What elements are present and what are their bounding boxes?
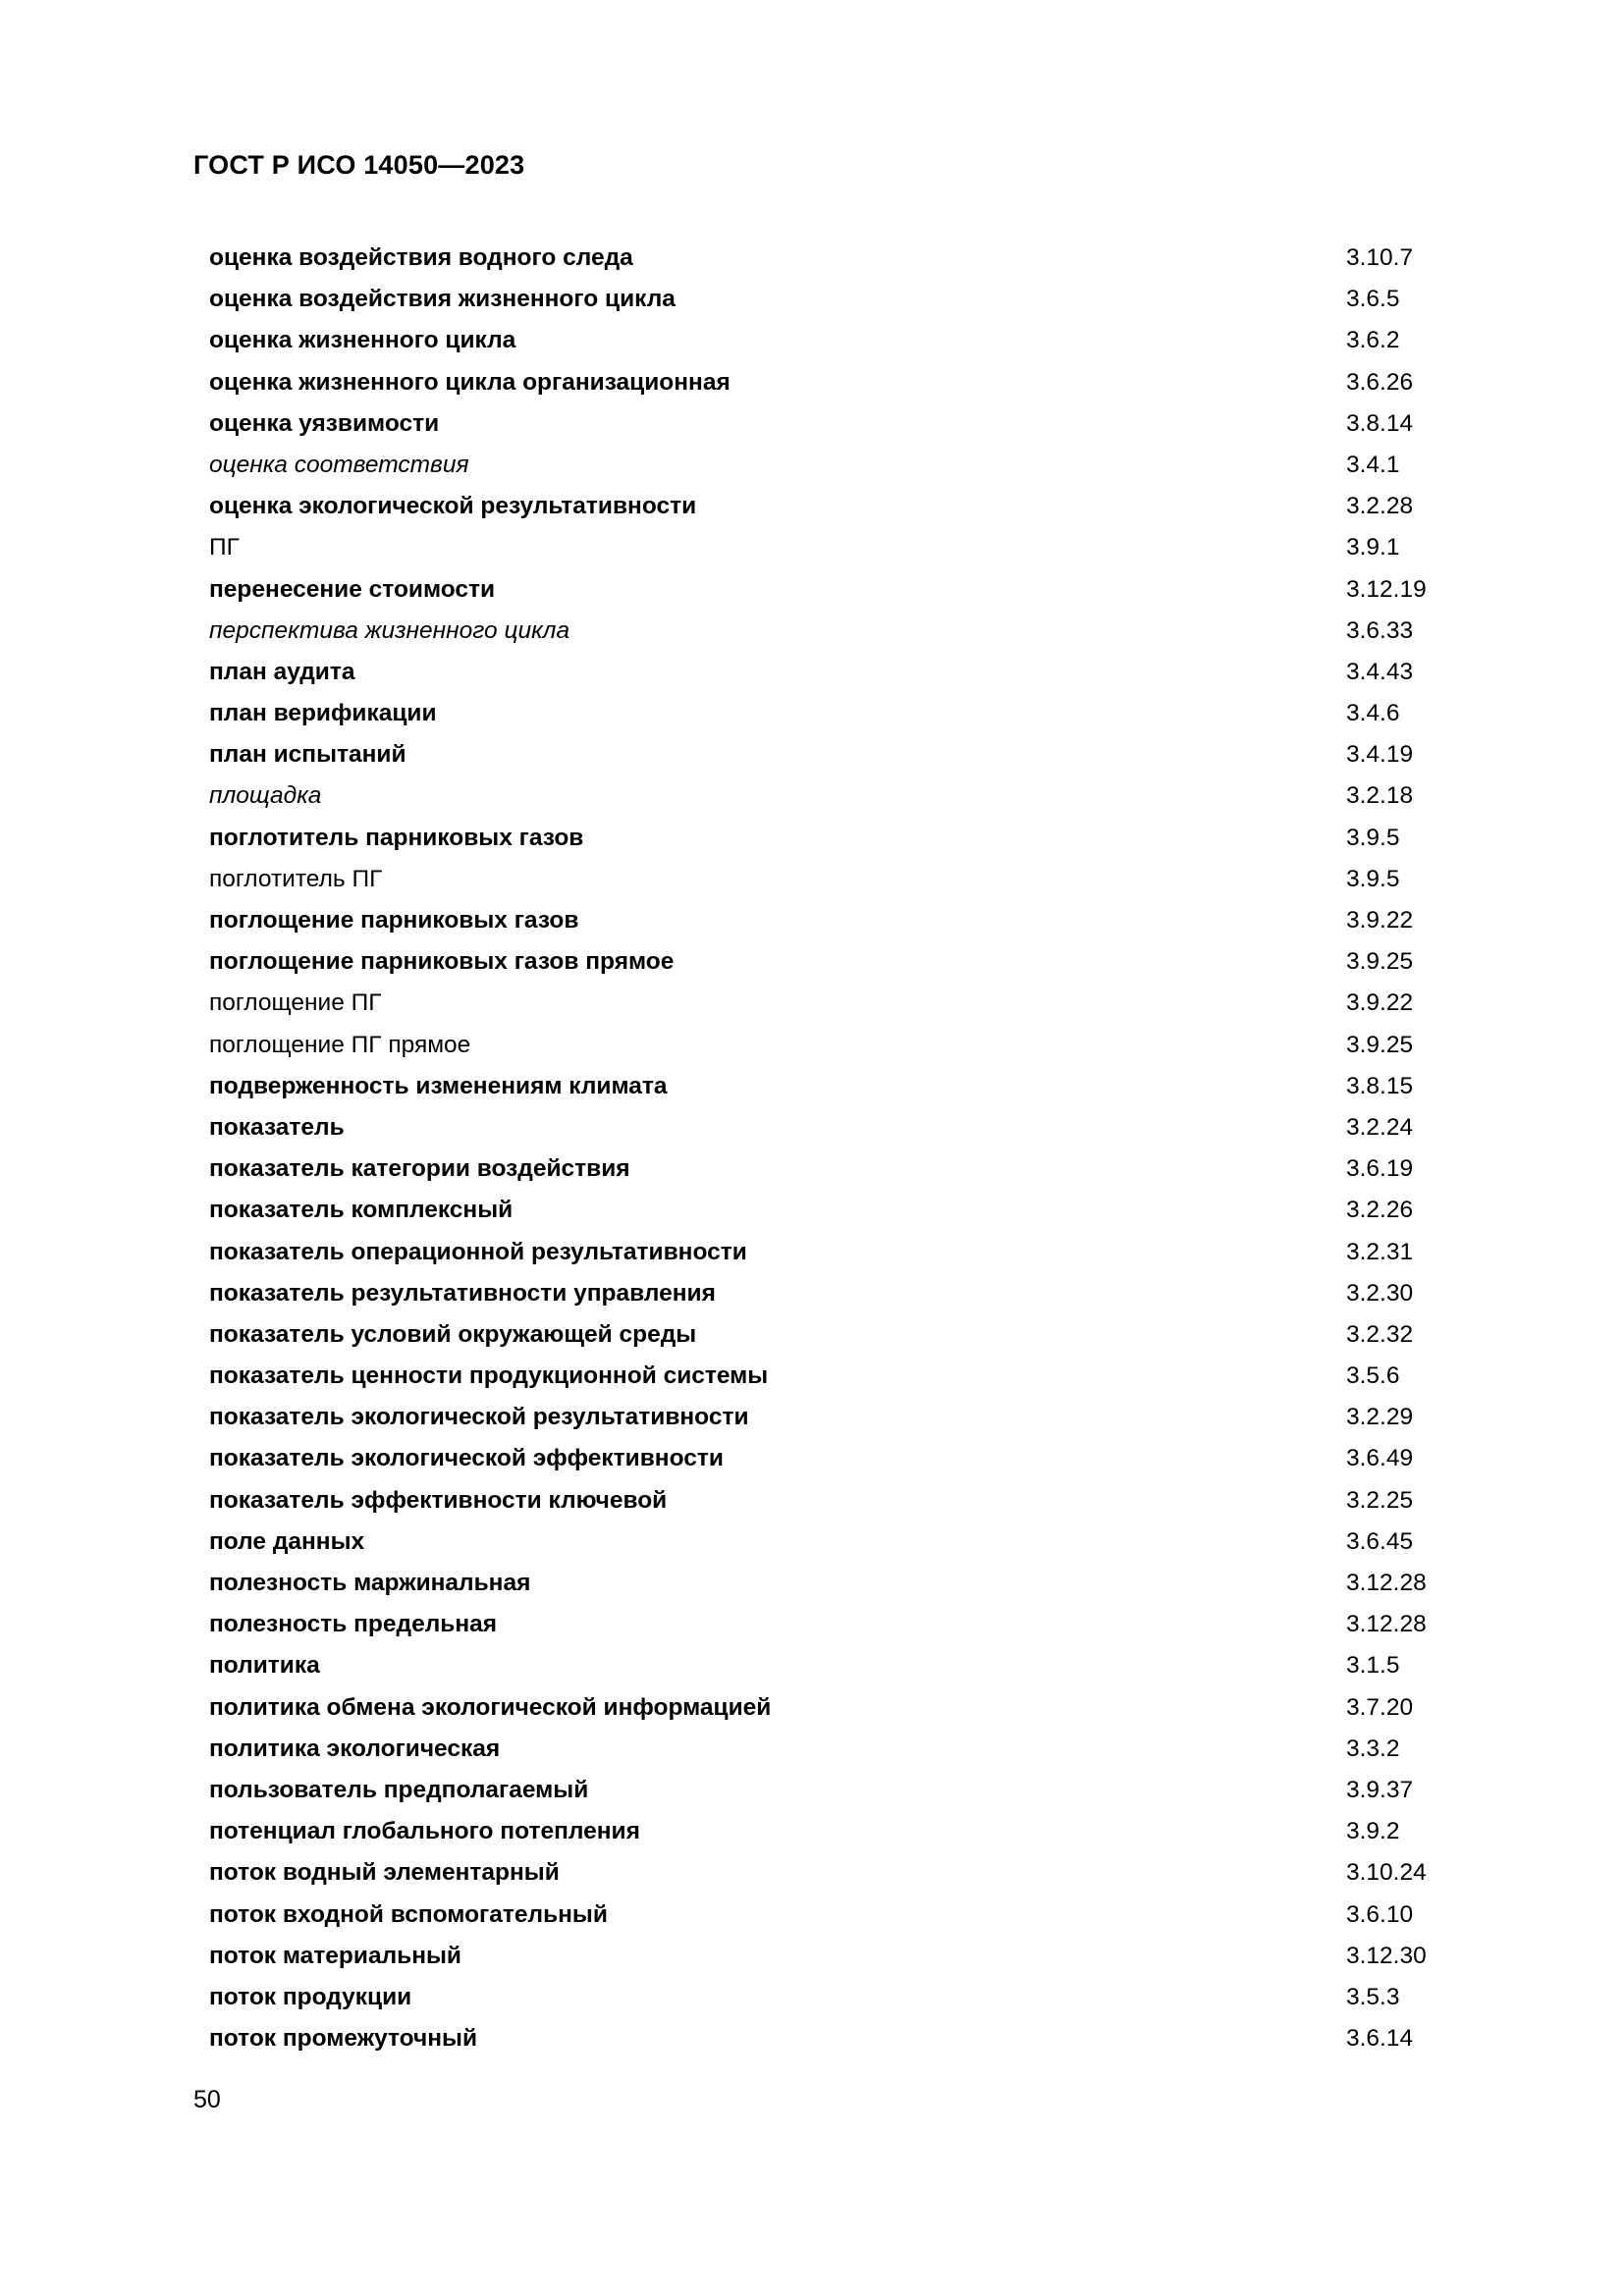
- index-ref: 3.6.19: [1346, 1155, 1414, 1183]
- index-ref: 3.4.19: [1346, 741, 1414, 769]
- index-ref: 3.9.1: [1346, 534, 1400, 561]
- index-entry: [209, 859, 1486, 900]
- index-term: показатель комплексный: [209, 1197, 514, 1224]
- index-entry: [209, 362, 1486, 403]
- index-term: план аудита: [209, 658, 355, 685]
- index-term: подверженность изменениям климата: [209, 1072, 668, 1099]
- index-term: оценка жизненного цикла: [209, 327, 516, 354]
- index-entry: [209, 1895, 1486, 1936]
- index-entry: [209, 569, 1486, 611]
- index-term: поток входной вспомогательный: [209, 1900, 608, 1928]
- index-term: поток промежуточный: [209, 2025, 478, 2053]
- index-ref: 3.12.30: [1346, 1942, 1427, 1969]
- index-ref: 3.8.14: [1346, 409, 1414, 437]
- index-ref: 3.10.7: [1346, 244, 1414, 271]
- index-ref: 3.2.18: [1346, 782, 1414, 810]
- index-term: показатель экологической результативности: [209, 1404, 749, 1431]
- index-entry: [209, 1936, 1486, 1977]
- index-ref: 3.2.32: [1346, 1320, 1414, 1348]
- index-entry: [209, 527, 1486, 568]
- index-term: полезность предельная: [209, 1611, 498, 1638]
- index-entry: [209, 1480, 1486, 1522]
- index-ref: 3.9.22: [1346, 989, 1414, 1017]
- index-entry: [209, 693, 1486, 734]
- index-entry: [209, 1770, 1486, 1811]
- index-entry: [209, 652, 1486, 693]
- index-ref: 3.6.10: [1346, 1900, 1414, 1928]
- index-ref: 3.9.25: [1346, 1031, 1414, 1058]
- index-ref: 3.1.5: [1346, 1652, 1400, 1680]
- index-ref: 3.2.29: [1346, 1404, 1414, 1431]
- index-entry: [209, 1190, 1486, 1231]
- index-ref: 3.6.49: [1346, 1445, 1414, 1472]
- index-term: полезность маржинальная: [209, 1570, 531, 1596]
- index-term: оценка соответствия: [209, 451, 469, 478]
- index-term: ПГ: [209, 534, 240, 561]
- index-entry: [209, 900, 1486, 941]
- index-ref: 3.6.14: [1346, 2025, 1414, 2053]
- index-entry: [209, 1687, 1486, 1729]
- index-term: оценка воздействия жизненного цикла: [209, 286, 676, 313]
- index-entry: [209, 1438, 1486, 1479]
- index-entry: [209, 983, 1486, 1024]
- index-ref: 3.4.43: [1346, 658, 1414, 685]
- index-term: оценка жизненного цикла организационная: [209, 368, 731, 396]
- index-term: показатель условий окружающей среды: [209, 1320, 697, 1348]
- index-term: план испытаний: [209, 741, 406, 769]
- index-entry: [209, 734, 1486, 775]
- index-term: поглощение ПГ прямое: [209, 1031, 471, 1058]
- index-term: площадка: [209, 782, 322, 810]
- index-ref: 3.9.37: [1346, 1776, 1414, 1803]
- index-entry: [209, 1356, 1486, 1397]
- index-term: перспектива жизненного цикла: [209, 616, 570, 644]
- index-ref: 3.6.33: [1346, 616, 1414, 644]
- index-ref: 3.6.2: [1346, 327, 1400, 354]
- index-ref: 3.6.26: [1346, 368, 1414, 396]
- index-ref: 3.2.30: [1346, 1279, 1414, 1307]
- index-entry: [209, 611, 1486, 652]
- index-entry: [209, 1066, 1486, 1107]
- index-entry: [209, 1729, 1486, 1770]
- index-term: поглощение парниковых газов: [209, 907, 579, 934]
- index-ref: 3.12.28: [1346, 1611, 1427, 1638]
- index-ref: 3.5.6: [1346, 1362, 1400, 1390]
- index-ref: 3.3.2: [1346, 1735, 1400, 1762]
- index-term: показатель операционной результативности: [209, 1238, 747, 1265]
- index-entry: [209, 1522, 1486, 1563]
- index-ref: 3.7.20: [1346, 1693, 1414, 1721]
- index-term: план верификации: [209, 700, 437, 727]
- index-ref: 3.9.5: [1346, 824, 1400, 851]
- index-ref: 3.9.5: [1346, 865, 1400, 892]
- index-term: поглотитель парниковых газов: [209, 824, 584, 851]
- index-ref: 3.2.26: [1346, 1197, 1414, 1224]
- index-ref: 3.2.24: [1346, 1113, 1414, 1141]
- index-entry: [209, 238, 1486, 279]
- index-entry: [209, 1977, 1486, 2018]
- index-ref: 3.12.19: [1346, 575, 1427, 603]
- document-header: ГОСТ Р ИСО 14050—2023: [193, 150, 525, 180]
- index-term: политика: [209, 1652, 320, 1680]
- index-ref: 3.4.6: [1346, 700, 1400, 727]
- index-term: оценка экологической результативности: [209, 493, 697, 520]
- index-ref: 3.2.25: [1346, 1486, 1414, 1514]
- index-ref: 3.6.45: [1346, 1527, 1414, 1555]
- index-term: поток материальный: [209, 1942, 461, 1969]
- index-entry: [209, 1852, 1486, 1894]
- index-entry: [209, 403, 1486, 445]
- index-term: поток продукции: [209, 1983, 412, 2010]
- index-ref: 3.9.2: [1346, 1818, 1400, 1845]
- index-entry: [209, 1107, 1486, 1148]
- page-number: 50: [193, 2086, 221, 2113]
- index-entry: [209, 486, 1486, 527]
- index-ref: 3.2.28: [1346, 493, 1414, 520]
- index-term: поток водный элементарный: [209, 1859, 560, 1887]
- index-term: показатель категории воздействия: [209, 1155, 630, 1183]
- index-ref: 3.8.15: [1346, 1072, 1414, 1099]
- index-ref: 3.5.3: [1346, 1983, 1400, 2010]
- index-entry: [209, 1811, 1486, 1852]
- index-term: показатель ценности продукционной системы: [209, 1362, 769, 1390]
- index-entry: [209, 1563, 1486, 1604]
- index-ref: 3.10.24: [1346, 1859, 1427, 1887]
- index-entry: [209, 1232, 1486, 1273]
- index-term: потенциал глобального потепления: [209, 1818, 640, 1845]
- index-term: пользователь предполагаемый: [209, 1776, 589, 1803]
- index-term: показатель: [209, 1113, 345, 1141]
- index-term: политика экологическая: [209, 1735, 501, 1762]
- index-entry: [209, 1148, 1486, 1190]
- index-ref: 3.6.5: [1346, 286, 1400, 313]
- index-ref: 3.9.25: [1346, 948, 1414, 976]
- index-ref: 3.9.22: [1346, 907, 1414, 934]
- index-term: поглотитель ПГ: [209, 865, 383, 892]
- index-entry: [209, 1273, 1486, 1314]
- index-entry: [209, 941, 1486, 983]
- index-term: поглощение парниковых газов прямое: [209, 948, 675, 976]
- index-ref: 3.12.28: [1346, 1570, 1427, 1596]
- index-term: политика обмена экологической информацией: [209, 1693, 772, 1721]
- index-term: оценка воздействия водного следа: [209, 244, 633, 271]
- index-entry: [209, 1314, 1486, 1356]
- index-term: поле данных: [209, 1527, 365, 1555]
- index-entry: [209, 445, 1486, 486]
- index-ref: 3.2.31: [1346, 1238, 1414, 1265]
- index-entry: [209, 818, 1486, 859]
- index-entry: [209, 1397, 1486, 1438]
- index-entry: [209, 320, 1486, 361]
- index-list: [209, 238, 1486, 2059]
- index-term: показатель эффективности ключевой: [209, 1486, 668, 1514]
- index-term: показатель результативности управления: [209, 1279, 716, 1307]
- index-term: оценка уязвимости: [209, 409, 440, 437]
- index-entry: [209, 279, 1486, 320]
- index-term: поглощение ПГ: [209, 989, 382, 1017]
- index-term: перенесение стоимости: [209, 575, 496, 603]
- index-entry: [209, 2018, 1486, 2059]
- index-entry: [209, 1645, 1486, 1686]
- index-entry: [209, 775, 1486, 817]
- index-entry: [209, 1025, 1486, 1066]
- index-entry: [209, 1604, 1486, 1645]
- index-ref: 3.4.1: [1346, 451, 1400, 478]
- index-term: показатель экологической эффективности: [209, 1445, 724, 1472]
